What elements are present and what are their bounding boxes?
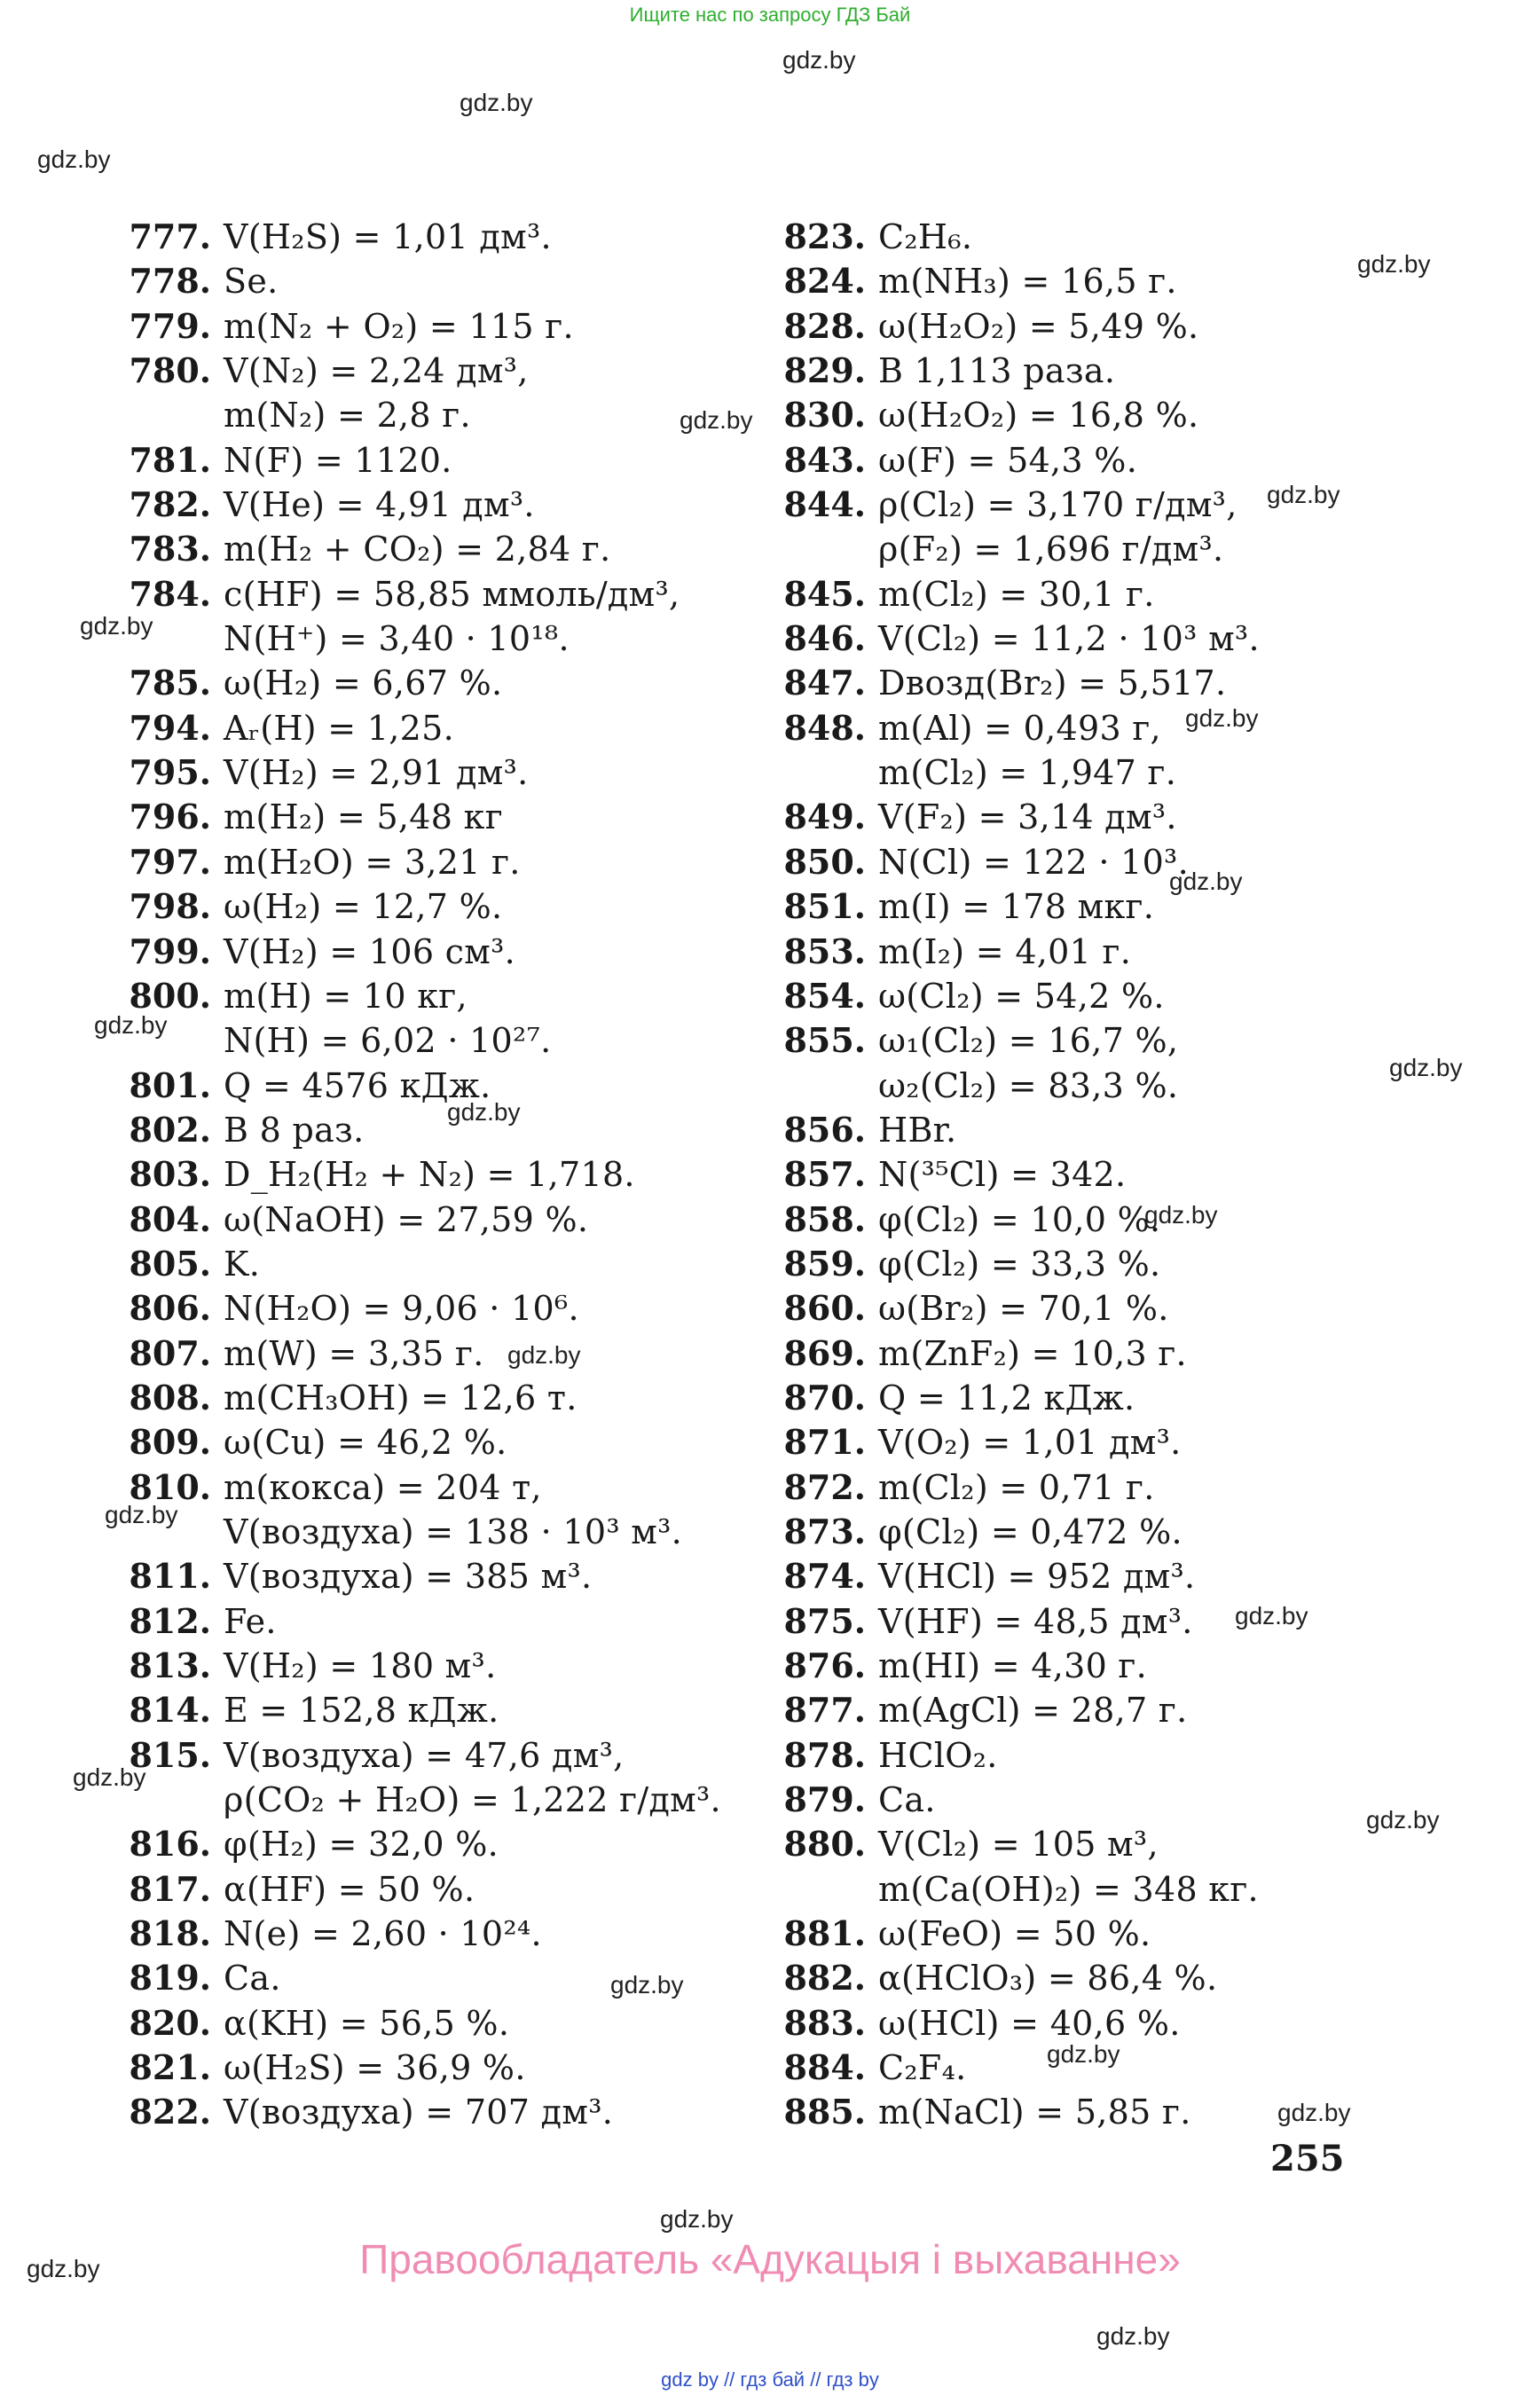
answer-text: m(NaCl) = 5,85 г. (878, 2093, 1191, 2132)
problem-number: 820. (129, 2002, 211, 2043)
answer-text: N(e) = 2,60 · 10²⁴. (224, 1914, 542, 1954)
answer-row (115, 572, 721, 616)
answer-row (115, 1644, 721, 1688)
answer-row (770, 1286, 1260, 1331)
answer-text: m(Al) = 0,493 г, (878, 708, 1161, 748)
problem-number: 806. (129, 1288, 211, 1329)
watermark: gdz.by (507, 1341, 581, 1369)
answer-row (115, 1286, 721, 1331)
answer-row (115, 884, 721, 929)
answer-text: ω(FeO) = 50 %. (878, 1914, 1151, 1954)
answer-row (115, 1018, 721, 1063)
problem-number: 807. (129, 1332, 211, 1373)
problem-number: 815. (129, 1734, 211, 1775)
watermark: gdz.by (680, 406, 753, 434)
answer-text: m(N₂) = 2,8 г. (224, 396, 471, 436)
problem-number: 795. (129, 752, 211, 793)
answer-text: N(³⁵Cl) = 342. (878, 1155, 1127, 1195)
answer-row (115, 1510, 721, 1554)
answer-text: В 8 раз. (224, 1110, 365, 1150)
problem-number: 781. (129, 439, 211, 480)
problem-number: 843. (783, 439, 866, 480)
answer-row (770, 1331, 1260, 1376)
answer-text: V(воздуха) = 707 дм³. (224, 2093, 614, 2132)
answer-row (115, 1599, 721, 1644)
answer-text: m(I₂) = 4,01 г. (878, 931, 1132, 971)
problem-number: 882. (783, 1958, 866, 1999)
watermark: gdz.by (782, 46, 856, 74)
answer-text: N(H) = 6,02 · 10²⁷. (224, 1021, 552, 1061)
answer-text: m(H₂) = 5,48 кг (224, 797, 503, 837)
problem-number: 874. (783, 1556, 866, 1597)
answer-row (115, 661, 721, 705)
problem-number: 819. (129, 1958, 211, 1999)
answer-text: m(HI) = 4,30 г. (878, 1646, 1148, 1685)
answer-text: m(Cl₂) = 30,1 г. (878, 574, 1155, 614)
answer-row (770, 393, 1260, 437)
problem-number: 847. (783, 663, 866, 703)
problem-number: 884. (783, 2047, 866, 2088)
problem-number: 801. (129, 1064, 211, 1105)
answer-row (770, 1554, 1260, 1598)
answer-row (770, 1733, 1260, 1778)
answer-text: HClO₂. (878, 1735, 998, 1775)
answer-row (770, 1152, 1260, 1197)
problem-number: 810. (129, 1466, 211, 1507)
answer-text: m(I) = 178 мкг. (878, 887, 1155, 927)
answer-row (770, 1198, 1260, 1242)
answer-row (770, 795, 1260, 839)
answer-text: V(воздуха) = 47,6 дм³, (224, 1735, 625, 1775)
answer-row (115, 1420, 721, 1465)
answer-row (770, 930, 1260, 974)
answer-text: φ(Cl₂) = 10,0 %. (878, 1199, 1161, 1239)
answer-row (770, 706, 1260, 750)
watermark: gdz.by (660, 2205, 734, 2233)
problem-number: 823. (783, 216, 866, 256)
answer-row (770, 1376, 1260, 1420)
answer-text: α(HF) = 50 %. (224, 1869, 475, 1909)
answer-row (115, 2090, 721, 2134)
answer-row (115, 1822, 721, 1866)
watermark: gdz.by (1144, 1201, 1218, 1229)
answer-row (770, 1108, 1260, 1152)
problem-number: 851. (783, 886, 866, 927)
answer-row (770, 1510, 1260, 1554)
answer-text: ρ(CO₂ + H₂O) = 1,222 г/дм³. (224, 1780, 721, 1820)
problem-number: 830. (783, 395, 866, 436)
problem-number: 818. (129, 1913, 211, 1954)
problem-number: 780. (129, 350, 211, 391)
problem-number: 805. (129, 1243, 211, 1284)
problem-number: 812. (129, 1600, 211, 1641)
problem-number: 798. (129, 886, 211, 927)
problem-number: 817. (129, 1868, 211, 1909)
answer-text: Dвозд(Br₂) = 5,517. (878, 664, 1227, 703)
answer-text: m(CH₃OH) = 12,6 т. (224, 1378, 578, 1417)
problem-number: 828. (783, 305, 866, 346)
problem-number: 853. (783, 931, 866, 971)
problem-number: 855. (783, 1020, 866, 1061)
answer-row (115, 527, 721, 571)
answer-text: ω(H₂) = 12,7 %. (224, 887, 503, 927)
answer-row (115, 304, 721, 349)
answer-text: ω(H₂O₂) = 16,8 %. (878, 396, 1199, 436)
answer-text: m(NH₃) = 16,5 г. (878, 262, 1177, 302)
answer-text: C₂F₄. (878, 2048, 967, 2088)
answer-text: φ(Cl₂) = 0,472 %. (878, 1512, 1182, 1551)
problem-number: 860. (783, 1288, 866, 1329)
answer-row (115, 1778, 721, 1822)
answer-row (770, 1599, 1260, 1644)
problem-number: 869. (783, 1332, 866, 1373)
answer-text: m(Cl₂) = 0,71 г. (878, 1467, 1155, 1507)
watermark: gdz.by (1096, 2322, 1170, 2350)
answer-row (770, 349, 1260, 393)
watermark: gdz.by (105, 1501, 178, 1528)
answer-text: m(кокса) = 204 т, (224, 1467, 542, 1507)
problem-number: 800. (129, 975, 211, 1016)
problem-number: 809. (129, 1422, 211, 1463)
watermark: gdz.by (94, 1011, 168, 1039)
answer-row (770, 750, 1260, 795)
problem-number: 824. (783, 261, 866, 302)
answers-right-column (770, 215, 1260, 2135)
watermark: gdz.by (1047, 2040, 1120, 2068)
watermark: gdz.by (460, 89, 533, 116)
answer-row (770, 215, 1260, 259)
watermark: gdz.by (73, 1763, 146, 1791)
answer-row (770, 483, 1260, 527)
problem-number: 844. (783, 484, 866, 525)
answer-row (770, 884, 1260, 929)
answer-text: Ca. (878, 1780, 936, 1820)
answer-row (115, 1912, 721, 1956)
problem-number: 881. (783, 1913, 866, 1954)
answer-row (115, 2001, 721, 2046)
answer-text: m(H) = 10 кг, (224, 976, 468, 1016)
answer-row (115, 795, 721, 839)
answer-text: φ(H₂) = 32,0 %. (224, 1825, 499, 1865)
answer-text: V(HF) = 48,5 дм³. (878, 1601, 1193, 1641)
answer-row (115, 215, 721, 259)
answer-row (115, 1956, 721, 2000)
answer-text: ω₁(Cl₂) = 16,7 %, (878, 1021, 1179, 1061)
problem-number: 794. (129, 707, 211, 748)
answer-text: V(He) = 4,91 дм³. (224, 485, 535, 525)
answer-text: m(Cl₂) = 1,947 г. (878, 753, 1177, 793)
answer-row (770, 1912, 1260, 1956)
answer-row (770, 2090, 1260, 2134)
answer-text: Se. (224, 262, 279, 302)
answer-row (770, 1465, 1260, 1510)
answer-text: ω(NaOH) = 27,59 %. (224, 1199, 589, 1239)
answer-text: V(H₂) = 2,91 дм³. (224, 753, 529, 793)
answer-text: Q = 11,2 кДж. (878, 1378, 1135, 1417)
answer-text: V(Cl₂) = 11,2 · 10³ м³. (878, 619, 1260, 659)
watermark: gdz.by (1277, 2099, 1351, 2126)
answer-text: N(F) = 1120. (224, 440, 452, 480)
answer-row (770, 840, 1260, 884)
answer-text: Ca. (224, 1959, 281, 1999)
answer-text: m(Ca(OH)₂) = 348 кг. (878, 1869, 1259, 1909)
answer-text: ω(F) = 54,3 %. (878, 440, 1138, 480)
answer-text: φ(Cl₂) = 33,3 %. (878, 1244, 1161, 1284)
answer-row (115, 930, 721, 974)
problem-number: 778. (129, 261, 211, 302)
watermark: gdz.by (610, 1971, 684, 1999)
answer-row (770, 616, 1260, 661)
answer-text: ρ(Cl₂) = 3,170 г/дм³, (878, 485, 1238, 525)
answer-text: N(Cl) = 122 · 10³. (878, 842, 1189, 882)
problem-number: 859. (783, 1243, 866, 1284)
bottom-banner: gdz by // гдз бай // гдз by (661, 2368, 879, 2391)
answer-row (115, 349, 721, 393)
answer-row (770, 1644, 1260, 1688)
problem-number: 802. (129, 1109, 211, 1150)
answer-row (770, 1822, 1260, 1866)
answers-left-column (115, 215, 721, 2135)
answer-row (770, 661, 1260, 705)
answer-text: ω(HCl) = 40,6 %. (878, 2003, 1181, 2043)
answer-text: ω(H₂O₂) = 5,49 %. (878, 306, 1199, 346)
problem-number: 846. (783, 618, 866, 659)
problem-number: 883. (783, 2002, 866, 2043)
answer-text: m(ZnF₂) = 10,3 г. (878, 1333, 1187, 1373)
answer-row (115, 840, 721, 884)
answer-text: K. (224, 1244, 261, 1284)
answer-text: V(воздуха) = 385 м³. (224, 1557, 593, 1597)
problem-number: 808. (129, 1377, 211, 1417)
answer-row (770, 1867, 1260, 1912)
answer-row (115, 259, 721, 303)
page-number: 255 (1270, 2138, 1345, 2179)
answer-text: ρ(F₂) = 1,696 г/дм³. (878, 530, 1224, 569)
answer-row (115, 616, 721, 661)
problem-number: 779. (129, 305, 211, 346)
answer-text: V(HCl) = 952 дм³. (878, 1557, 1196, 1597)
answer-row (115, 1108, 721, 1152)
answer-row (115, 706, 721, 750)
answer-text: α(KH) = 56,5 %. (224, 2003, 510, 2043)
answer-row (770, 438, 1260, 483)
answer-row (770, 974, 1260, 1018)
answer-row (770, 1420, 1260, 1465)
answer-row (770, 572, 1260, 616)
watermark: gdz.by (80, 612, 153, 640)
answer-row (115, 750, 721, 795)
answer-row (115, 974, 721, 1018)
answer-text: m(AgCl) = 28,7 г. (878, 1691, 1188, 1731)
answer-text: N(H₂O) = 9,06 · 10⁶. (224, 1289, 579, 1329)
answer-text: Fe. (224, 1601, 277, 1641)
answer-text: V(O₂) = 1,01 дм³. (878, 1423, 1182, 1463)
answer-text: ω(Cl₂) = 54,2 %. (878, 976, 1165, 1016)
answer-row (770, 2001, 1260, 2046)
problem-number: 811. (129, 1556, 211, 1597)
answer-row (770, 1778, 1260, 1822)
answer-row (115, 1331, 721, 1376)
problem-number: 875. (783, 1600, 866, 1641)
top-banner: Ищите нас по запросу ГДЗ Бай (629, 4, 911, 26)
problem-number: 784. (129, 573, 211, 614)
answer-row (770, 1064, 1260, 1108)
problem-number: 858. (783, 1198, 866, 1239)
watermark: gdz.by (37, 145, 111, 173)
answer-text: C₂H₆. (878, 217, 973, 256)
answer-row (770, 1688, 1260, 1732)
watermark: gdz.by (1357, 250, 1431, 278)
answer-row (115, 1554, 721, 1598)
answer-text: V(H₂) = 180 м³. (224, 1646, 497, 1685)
problem-number: 885. (783, 2092, 866, 2132)
problem-number: 877. (783, 1690, 866, 1731)
problem-number: 803. (129, 1154, 211, 1195)
watermark: gdz.by (1366, 1806, 1440, 1834)
answer-row (115, 1198, 721, 1242)
problem-number: 876. (783, 1645, 866, 1685)
problem-number: 856. (783, 1109, 866, 1150)
answer-text: V(H₂) = 106 см³. (224, 931, 516, 971)
watermark: gdz.by (1389, 1054, 1463, 1081)
answer-text: HBr. (878, 1110, 957, 1150)
answer-text: c(HF) = 58,85 ммоль/дм³, (224, 574, 680, 614)
answer-text: V(H₂S) = 1,01 дм³. (224, 217, 552, 256)
answer-text: Q = 4576 кДж. (224, 1065, 491, 1105)
answer-row (770, 259, 1260, 303)
problem-number: 850. (783, 841, 866, 882)
problem-number: 848. (783, 707, 866, 748)
answer-text: ω(H₂S) = 36,9 %. (224, 2048, 526, 2088)
problem-number: 871. (783, 1422, 866, 1463)
answer-row (115, 1688, 721, 1732)
problem-number: 829. (783, 350, 866, 391)
problem-number: 849. (783, 797, 866, 837)
answer-row (770, 1018, 1260, 1063)
problem-number: 822. (129, 2092, 211, 2132)
answer-text: α(HClO₃) = 86,4 %. (878, 1959, 1218, 1999)
problem-number: 782. (129, 484, 211, 525)
watermark: gdz.by (1235, 1602, 1308, 1629)
problem-number: 845. (783, 573, 866, 614)
watermark: gdz.by (1169, 868, 1243, 895)
problem-number: 783. (129, 529, 211, 569)
problem-number: 854. (783, 975, 866, 1016)
answer-text: V(Cl₂) = 105 м³, (878, 1825, 1159, 1865)
problem-number: 878. (783, 1734, 866, 1775)
problem-number: 799. (129, 931, 211, 971)
answer-text: ω₂(Cl₂) = 83,3 %. (878, 1065, 1179, 1105)
problem-number: 785. (129, 663, 211, 703)
problem-number: 872. (783, 1466, 866, 1507)
watermark: gdz.by (447, 1098, 521, 1126)
answer-row (115, 1376, 721, 1420)
problem-number: 804. (129, 1198, 211, 1239)
problem-number: 821. (129, 2047, 211, 2088)
problem-number: 870. (783, 1377, 866, 1417)
answer-row (115, 1867, 721, 1912)
answer-row (115, 393, 721, 437)
copyright-notice: Правообладатель «Адукацыя і выхаванне» (359, 2236, 1181, 2282)
answer-text: m(H₂O) = 3,21 г. (224, 842, 521, 882)
answer-row (770, 527, 1260, 571)
problem-number: 816. (129, 1824, 211, 1865)
answer-text: ω(H₂) = 6,67 %. (224, 664, 503, 703)
watermark: gdz.by (27, 2255, 100, 2282)
problem-number: 777. (129, 216, 211, 256)
watermark: gdz.by (1185, 704, 1259, 732)
answer-text: N(H⁺) = 3,40 · 10¹⁸. (224, 619, 570, 659)
watermark: gdz.by (1267, 481, 1340, 508)
answer-row (770, 304, 1260, 349)
problem-number: 796. (129, 797, 211, 837)
answer-text: V(N₂) = 2,24 дм³, (224, 351, 529, 391)
answer-text: ω(Cu) = 46,2 %. (224, 1423, 507, 1463)
answer-row (770, 1956, 1260, 2000)
answer-text: Aᵣ(H) = 1,25. (224, 708, 455, 748)
problem-number: 879. (783, 1779, 866, 1820)
problem-number: 797. (129, 841, 211, 882)
answer-text: m(W) = 3,35 г. (224, 1333, 484, 1373)
problem-number: 857. (783, 1154, 866, 1195)
answer-row (115, 1465, 721, 1510)
answer-text: V(F₂) = 3,14 дм³. (878, 797, 1177, 837)
answer-text: В 1,113 раза. (878, 351, 1116, 391)
problem-number: 814. (129, 1690, 211, 1731)
answer-text: D_H₂(H₂ + N₂) = 1,718. (224, 1155, 635, 1195)
answer-row (115, 438, 721, 483)
answer-text: V(воздуха) = 138 · 10³ м³. (224, 1512, 683, 1551)
problem-number: 873. (783, 1511, 866, 1551)
answer-text: E = 152,8 кДж. (224, 1691, 499, 1731)
answer-row (770, 1242, 1260, 1286)
answer-row (115, 1242, 721, 1286)
answer-row (115, 2046, 721, 2090)
answer-row (115, 1733, 721, 1778)
answer-text: ω(Br₂) = 70,1 %. (878, 1289, 1169, 1329)
problem-number: 813. (129, 1645, 211, 1685)
problem-number: 880. (783, 1824, 866, 1865)
answer-row (115, 1152, 721, 1197)
answer-row (115, 1064, 721, 1108)
answer-row (770, 2046, 1260, 2090)
answer-text: m(N₂ + O₂) = 115 г. (224, 306, 574, 346)
answer-text: m(H₂ + CO₂) = 2,84 г. (224, 530, 611, 569)
answer-row (115, 483, 721, 527)
